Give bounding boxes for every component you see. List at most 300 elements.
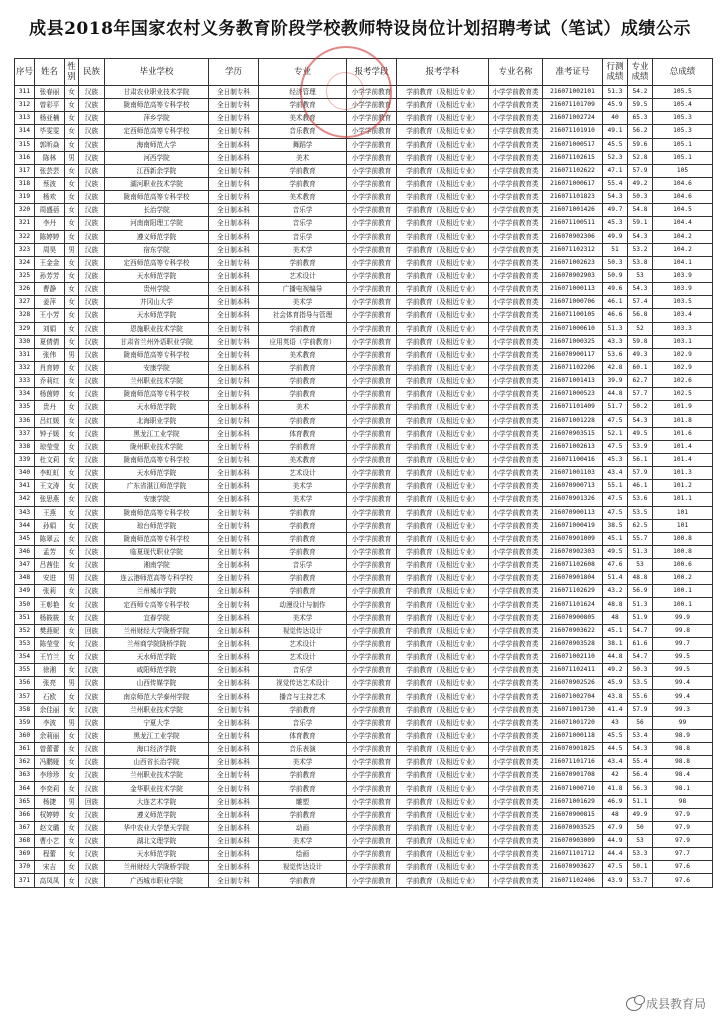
table-cell: 学前教育（及相近专业） — [397, 217, 489, 230]
table-cell: 全日制本科 — [209, 821, 259, 834]
table-cell: 99.7 — [653, 637, 713, 650]
table-cell: 美术学 — [259, 835, 347, 848]
table-cell: 216071101712 — [543, 848, 603, 861]
table-cell: 全日制专科 — [209, 598, 259, 611]
table-cell: 学前教育（及相近专业） — [397, 309, 489, 322]
table-cell: 男 — [65, 716, 79, 729]
table-cell: 汉族 — [79, 572, 105, 585]
table-cell: 339 — [15, 453, 35, 466]
table-cell: 361 — [15, 743, 35, 756]
table-cell: 小学学前教育类 — [489, 453, 543, 466]
table-cell: 汉族 — [79, 506, 105, 519]
table-cell: 小学学前教育 — [347, 651, 397, 664]
table-cell: 学前教育（及相近专业） — [397, 861, 489, 874]
table-cell: 216070902303 — [543, 545, 603, 558]
table-cell: 小学学前教育 — [347, 243, 397, 256]
table-cell: 98.1 — [653, 782, 713, 795]
table-cell: 女 — [65, 519, 79, 532]
table-cell: 350 — [15, 598, 35, 611]
table-cell: 全日制本科 — [209, 269, 259, 282]
table-cell: 小学学前教育类 — [489, 743, 543, 756]
table-cell: 女 — [65, 703, 79, 716]
table-cell: 216071101624 — [543, 598, 603, 611]
table-cell: 367 — [15, 821, 35, 834]
table-cell: 汉族 — [79, 204, 105, 217]
table-cell: 小学学前教育类 — [489, 874, 543, 887]
table-cell: 全日制本科 — [209, 151, 259, 164]
table-cell: 王小芳 — [35, 309, 65, 322]
table-cell: 男 — [65, 795, 79, 808]
table-cell: 杨欢 — [35, 191, 65, 204]
table-cell: 331 — [15, 348, 35, 361]
table-cell: 学前教育（及相近专业） — [397, 335, 489, 348]
table-cell: 程蕾 — [35, 848, 65, 861]
table-cell: 学前教育（及相近专业） — [397, 427, 489, 440]
table-cell: 45.5 — [603, 729, 628, 742]
table-cell: 音乐学 — [259, 230, 347, 243]
table-cell: 小学学前教育 — [347, 480, 397, 493]
table-cell: 小学学前教育类 — [489, 375, 543, 388]
table-cell: 342 — [15, 493, 35, 506]
table-cell: 汉族 — [79, 480, 105, 493]
table-cell: 216070901708 — [543, 769, 603, 782]
table-cell: 全日制专科 — [209, 375, 259, 388]
table-row — [15, 112, 713, 125]
table-cell: 104.6 — [653, 191, 713, 204]
table-cell: 学前教育（及相近专业） — [397, 375, 489, 388]
table-row — [15, 572, 713, 585]
table-cell: 39.9 — [603, 375, 628, 388]
table-cell: 216071102406 — [543, 874, 603, 887]
table-cell: 53.5 — [628, 506, 653, 519]
table-cell: 甘肃农业职业技术学院 — [105, 86, 209, 99]
table-cell: 汉族 — [79, 99, 105, 112]
table-cell: 汉族 — [79, 756, 105, 769]
table-cell: 学前教育（及相近专业） — [397, 361, 489, 374]
table-cell: 樊燕妮 — [35, 624, 65, 637]
table-cell: 小学学前教育类 — [489, 598, 543, 611]
table-cell: 定西师范高等专科学校 — [105, 125, 209, 138]
table-cell: 女 — [65, 309, 79, 322]
table-cell: 女 — [65, 296, 79, 309]
table-cell: 49.6 — [603, 283, 628, 296]
table-cell: 学前教育（及相近专业） — [397, 112, 489, 125]
table-cell: 216071100511 — [543, 217, 603, 230]
table-cell: 小学学前教育 — [347, 559, 397, 572]
table-cell: 370 — [15, 861, 35, 874]
table-cell: 全日制专科 — [209, 112, 259, 125]
table-cell: 陈林 — [35, 151, 65, 164]
table-cell: 51.9 — [628, 611, 653, 624]
table-cell: 女 — [65, 769, 79, 782]
table-cell: 全日制专科 — [209, 335, 259, 348]
table-cell: 小学学前教育 — [347, 388, 397, 401]
table-cell: 小学学前教育 — [347, 296, 397, 309]
table-cell: 330 — [15, 335, 35, 348]
table-row — [15, 335, 713, 348]
table-cell: 371 — [15, 874, 35, 887]
table-cell: 49.9 — [628, 808, 653, 821]
table-cell: 兰州财经大学陇桥学院 — [105, 861, 209, 874]
table-cell: 104.5 — [653, 204, 713, 217]
table-cell: 小学学前教育类 — [489, 217, 543, 230]
table-cell: 62.5 — [628, 519, 653, 532]
table-cell: 学前教育（及相近专业） — [397, 440, 489, 453]
table-cell: 99.8 — [653, 624, 713, 637]
table-cell: 216071000113 — [543, 283, 603, 296]
table-cell: 学前教育 — [259, 361, 347, 374]
table-cell: 汉族 — [79, 164, 105, 177]
table-cell: 湖北文理学院 — [105, 835, 209, 848]
table-cell: 小学学前教育 — [347, 361, 397, 374]
table-cell: 汉族 — [79, 296, 105, 309]
table-cell: 美术教育 — [259, 112, 347, 125]
table-cell: 学前教育（及相近专业） — [397, 769, 489, 782]
table-cell: 56.8 — [628, 309, 653, 322]
table-cell: 女 — [65, 125, 79, 138]
table-cell: 全日制本科 — [209, 361, 259, 374]
table-cell: 女 — [65, 177, 79, 190]
table-cell: 53 — [628, 559, 653, 572]
table-cell: 汉族 — [79, 874, 105, 887]
table-cell: 216071001413 — [543, 375, 603, 388]
table-cell: 54.8 — [628, 204, 653, 217]
table-cell: 学前教育（及相近专业） — [397, 243, 489, 256]
table-cell: 回族 — [79, 624, 105, 637]
table-cell: 全日制本科 — [209, 217, 259, 230]
table-cell: 53 — [628, 269, 653, 282]
table-cell: 学前教育 — [259, 874, 347, 887]
table-cell: 小学学前教育类 — [489, 624, 543, 637]
table-cell: 104.4 — [653, 217, 713, 230]
table-cell: 陇南师范高等专科学校 — [105, 532, 209, 545]
table-cell: 播音与主持艺术 — [259, 690, 347, 703]
table-cell: 57.4 — [628, 296, 653, 309]
table-cell: 103.1 — [653, 335, 713, 348]
table-cell: 59.5 — [628, 99, 653, 112]
table-cell: 学前教育（及相近专业） — [397, 283, 489, 296]
table-cell: 小学学前教育 — [347, 401, 397, 414]
table-cell: 353 — [15, 637, 35, 650]
table-cell: 全日制本科 — [209, 204, 259, 217]
table-cell: 权婷婷 — [35, 808, 65, 821]
table-cell: 女 — [65, 782, 79, 795]
table-cell: 53.8 — [628, 256, 653, 269]
column-header: 专业成绩 — [628, 59, 653, 86]
table-cell: 216070903515 — [543, 427, 603, 440]
table-cell: 钟子媛 — [35, 427, 65, 440]
table-row — [15, 388, 713, 401]
table-cell: 学前教育（及相近专业） — [397, 835, 489, 848]
table-cell: 369 — [15, 848, 35, 861]
table-cell: 学前教育 — [259, 519, 347, 532]
table-cell: 北海职业学院 — [105, 414, 209, 427]
table-cell: 小学学前教育 — [347, 611, 397, 624]
table-cell: 全日制专科 — [209, 348, 259, 361]
table-cell: 316 — [15, 151, 35, 164]
table-cell: 46.6 — [603, 309, 628, 322]
table-cell: 333 — [15, 375, 35, 388]
table-cell: 广西城市职业学院 — [105, 874, 209, 887]
table-cell: 全日制专科 — [209, 86, 259, 99]
table-cell: 汉族 — [79, 651, 105, 664]
table-cell: 216070901009 — [543, 532, 603, 545]
table-row — [15, 256, 713, 269]
table-cell: 216070902903 — [543, 269, 603, 282]
table-cell: 学前教育（及相近专业） — [397, 703, 489, 716]
table-cell: 216071102312 — [543, 243, 603, 256]
table-cell: 汉族 — [79, 361, 105, 374]
table-row — [15, 164, 713, 177]
table-row — [15, 677, 713, 690]
table-cell: 216070902306 — [543, 230, 603, 243]
table-cell: 101.9 — [653, 401, 713, 414]
table-cell: 美术 — [259, 401, 347, 414]
table-cell: 学前教育（及相近专业） — [397, 99, 489, 112]
table-cell: 小学学前教育类 — [489, 664, 543, 677]
table-cell: 全日制本科 — [209, 585, 259, 598]
table-cell: 216071102608 — [543, 559, 603, 572]
table-cell: 全日制专科 — [209, 177, 259, 190]
column-header: 专业名称 — [489, 59, 543, 86]
table-cell: 全日制专科 — [209, 440, 259, 453]
table-cell: 孙娟 — [35, 519, 65, 532]
table-row — [15, 440, 713, 453]
table-cell: 女 — [65, 729, 79, 742]
table-cell: 小学学前教育类 — [489, 164, 543, 177]
table-cell: 53.6 — [603, 348, 628, 361]
table-cell: 动漫设计与制作 — [259, 598, 347, 611]
table-cell: 51.3 — [603, 322, 628, 335]
table-cell: 小学学前教育 — [347, 519, 397, 532]
table-cell: 216071101910 — [543, 125, 603, 138]
table-cell: 340 — [15, 467, 35, 480]
table-cell: 汉族 — [79, 322, 105, 335]
table-cell: 全日制专科 — [209, 388, 259, 401]
table-cell: 学前教育 — [259, 769, 347, 782]
table-cell: 317 — [15, 164, 35, 177]
table-cell: 学前教育（及相近专业） — [397, 506, 489, 519]
table-cell: 美术教育 — [259, 191, 347, 204]
table-cell: 小学学前教育 — [347, 414, 397, 427]
table-cell: 314 — [15, 125, 35, 138]
table-cell: 51.1 — [628, 795, 653, 808]
table-cell: 小学学前教育 — [347, 664, 397, 677]
table-cell: 汉族 — [79, 598, 105, 611]
table-cell: 海口经济学院 — [105, 743, 209, 756]
table-cell: 65.3 — [628, 112, 653, 125]
table-cell: 学前教育 — [259, 440, 347, 453]
table-cell: 全日制本科 — [209, 427, 259, 440]
table-row — [15, 375, 713, 388]
table-cell: 小学学前教育类 — [489, 585, 543, 598]
watermark — [622, 994, 710, 1013]
table-cell: 全日制本科 — [209, 493, 259, 506]
table-cell: 42 — [603, 769, 628, 782]
table-cell: 101.8 — [653, 414, 713, 427]
table-cell: 366 — [15, 808, 35, 821]
table-cell: 小学学前教育类 — [489, 309, 543, 322]
table-cell: 曾彩平 — [35, 99, 65, 112]
table-cell: 王文涛 — [35, 480, 65, 493]
table-cell: 小学学前教育 — [347, 795, 397, 808]
table-cell: 100.8 — [653, 545, 713, 558]
table-cell: 学前教育（及相近专业） — [397, 821, 489, 834]
table-cell: 吕茜佳 — [35, 559, 65, 572]
table-cell: 汉族 — [79, 532, 105, 545]
table-cell: 101.4 — [653, 453, 713, 466]
table-cell: 323 — [15, 243, 35, 256]
table-cell: 学前教育 — [259, 532, 347, 545]
table-cell: 回族 — [79, 795, 105, 808]
column-header: 民族 — [79, 59, 105, 86]
table-cell: 学前教育（及相近专业） — [397, 874, 489, 887]
table-cell: 小学学前教育 — [347, 204, 397, 217]
table-cell: 学前教育（及相近专业） — [397, 572, 489, 585]
table-cell: 女 — [65, 191, 79, 204]
table-cell: 102.6 — [653, 375, 713, 388]
table-cell: 小学学前教育 — [347, 769, 397, 782]
table-cell: 小学学前教育 — [347, 677, 397, 690]
table-cell: 55.7 — [628, 532, 653, 545]
table-cell: 105.5 — [653, 86, 713, 99]
table-cell: 99.3 — [653, 703, 713, 716]
table-cell: 小学学前教育类 — [489, 138, 543, 151]
table-cell: 全日制专科 — [209, 782, 259, 795]
table-cell: 张芸芸 — [35, 164, 65, 177]
table-cell: 学前教育（及相近专业） — [397, 664, 489, 677]
table-row — [15, 532, 713, 545]
table-cell: 音乐学 — [259, 664, 347, 677]
table-cell: 宜春学院 — [105, 611, 209, 624]
table-cell: 学前教育（及相近专业） — [397, 716, 489, 729]
table-cell: 宁夏大学 — [105, 716, 209, 729]
table-cell: 夏倩倩 — [35, 335, 65, 348]
table-cell: 汉族 — [79, 743, 105, 756]
table-cell: 学前教育（及相近专业） — [397, 177, 489, 190]
table-cell: 汉族 — [79, 348, 105, 361]
table-cell: 艺术设计 — [259, 467, 347, 480]
table-cell: 小学学前教育 — [347, 256, 397, 269]
table-cell: 蔡波 — [35, 177, 65, 190]
table-cell: 49.5 — [628, 427, 653, 440]
table-cell: 98.8 — [653, 756, 713, 769]
table-cell: 周昊 — [35, 243, 65, 256]
table-cell: 安康学院 — [105, 361, 209, 374]
table-cell: 小学学前教育 — [347, 572, 397, 585]
table-cell: 216071000706 — [543, 296, 603, 309]
table-cell: 216070900815 — [543, 808, 603, 821]
table-cell: 56.2 — [628, 125, 653, 138]
table-cell: 216071001629 — [543, 795, 603, 808]
table-cell: 小学学前教育类 — [489, 335, 543, 348]
table-cell: 男 — [65, 677, 79, 690]
table-cell: 216070903627 — [543, 861, 603, 874]
table-cell: 王金金 — [35, 256, 65, 269]
table-cell: 女 — [65, 651, 79, 664]
table-cell: 应用英语（学前教育） — [259, 335, 347, 348]
table-cell: 326 — [15, 283, 35, 296]
table-cell: 李虹虹 — [35, 467, 65, 480]
table-cell: 小学学前教育 — [347, 453, 397, 466]
table-cell: 恩施职业技术学院 — [105, 322, 209, 335]
table-cell: 汉族 — [79, 729, 105, 742]
table-cell: 347 — [15, 559, 35, 572]
table-cell: 46.1 — [603, 296, 628, 309]
table-cell: 全日制本科 — [209, 677, 259, 690]
table-cell: 杨亚楠 — [35, 112, 65, 125]
table-cell: 全日制本科 — [209, 480, 259, 493]
table-cell: 97.9 — [653, 821, 713, 834]
table-cell: 97.6 — [653, 861, 713, 874]
table-cell: 101.3 — [653, 467, 713, 480]
table-cell: 学前教育（及相近专业） — [397, 467, 489, 480]
table-cell: 99.4 — [653, 677, 713, 690]
table-cell: 360 — [15, 729, 35, 742]
table-cell: 216071001720 — [543, 716, 603, 729]
table-cell: 小学学前教育类 — [489, 243, 543, 256]
table-cell: 小学学前教育类 — [489, 848, 543, 861]
table-cell: 98.8 — [653, 743, 713, 756]
table-cell: 51.3 — [603, 86, 628, 99]
table-row — [15, 86, 713, 99]
table-cell: 小学学前教育 — [347, 729, 397, 742]
table-row — [15, 269, 713, 282]
table-cell: 327 — [15, 296, 35, 309]
table-row — [15, 611, 713, 624]
table-cell: 美术学 — [259, 756, 347, 769]
table-cell: 101.1 — [653, 493, 713, 506]
table-cell: 216071001228 — [543, 414, 603, 427]
table-cell: 48.8 — [603, 598, 628, 611]
table-cell: 黑龙江工业学院 — [105, 729, 209, 742]
table-row — [15, 651, 713, 664]
table-row — [15, 453, 713, 466]
table-cell: 学前教育（及相近专业） — [397, 637, 489, 650]
table-cell: 57.9 — [628, 703, 653, 716]
table-cell: 曾蕾蕾 — [35, 743, 65, 756]
table-cell: 艺术设计 — [259, 637, 347, 650]
table-cell: 女 — [65, 874, 79, 887]
table-cell: 陇南师范高等专科学校 — [105, 506, 209, 519]
table-cell: 学前教育（及相近专业） — [397, 743, 489, 756]
table-cell: 汉族 — [79, 769, 105, 782]
table-cell: 105.1 — [653, 138, 713, 151]
table-cell: 328 — [15, 309, 35, 322]
column-header: 报考学科 — [397, 59, 489, 86]
table-cell: 女 — [65, 598, 79, 611]
table-cell: 小学学前教育类 — [489, 414, 543, 427]
table-cell: 216070903622 — [543, 624, 603, 637]
table-cell: 动画 — [259, 821, 347, 834]
table-cell: 女 — [65, 861, 79, 874]
table-cell: 56.3 — [628, 782, 653, 795]
table-cell: 汉族 — [79, 427, 105, 440]
table-cell: 315 — [15, 138, 35, 151]
table-cell: 全日制本科 — [209, 467, 259, 480]
table-cell: 全日制本科 — [209, 743, 259, 756]
table-cell: 冯鹏娅 — [35, 756, 65, 769]
table-row — [15, 191, 713, 204]
table-cell: 余佳丽 — [35, 703, 65, 716]
table-cell: 47.5 — [603, 440, 628, 453]
table-cell: 216071102411 — [543, 664, 603, 677]
column-header: 准考证号 — [543, 59, 603, 86]
table-cell: 54.3 — [603, 191, 628, 204]
column-header: 姓名 — [35, 59, 65, 86]
table-cell: 井冈山大学 — [105, 296, 209, 309]
table-cell: 姜萍 — [35, 296, 65, 309]
